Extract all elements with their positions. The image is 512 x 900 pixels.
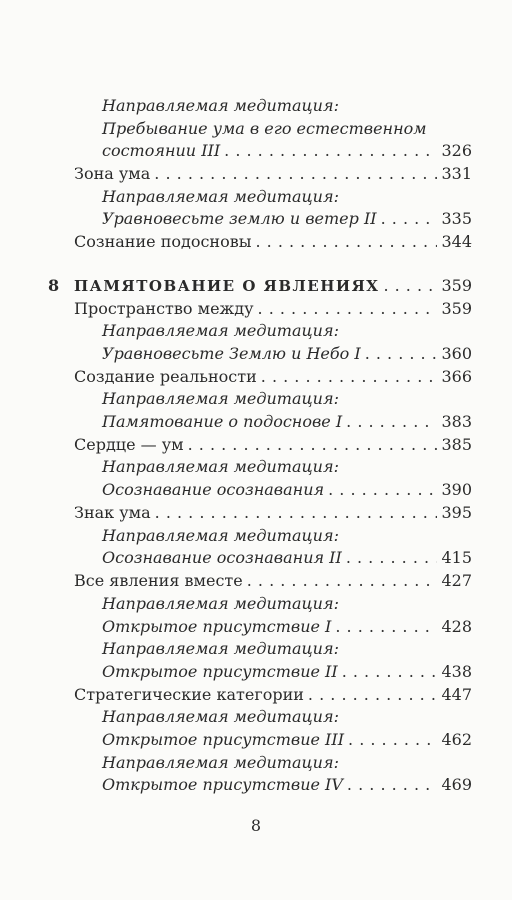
- toc-meditation-row: [102, 208, 472, 230]
- toc-entry-title: Создание реальности: [74, 367, 257, 386]
- toc-section-row: [74, 298, 472, 320]
- toc-entry-title: Открытое присутствие III: [102, 730, 345, 749]
- toc-entry-title: Уравновесьте землю и ветер II: [102, 209, 377, 228]
- toc-meditation-row: [102, 638, 339, 660]
- toc-page-number: 428: [441, 617, 472, 636]
- toc-page-number: 462: [441, 730, 472, 749]
- toc-meditation-row: [102, 547, 472, 569]
- toc-page-number: 438: [441, 662, 472, 681]
- toc-meditation-row: [102, 343, 472, 365]
- toc-meditation-row: [102, 388, 339, 410]
- toc-entry-title: Направляемая медитация:: [102, 594, 339, 613]
- toc-entry-title: Все явления вместе: [74, 571, 243, 590]
- chapter-number: 8: [48, 276, 60, 295]
- toc-entry-title: Пространство между: [74, 299, 254, 318]
- dot-leader: [381, 208, 438, 230]
- toc-page-number: 366: [441, 367, 472, 386]
- toc-entry-title: Знак ума: [74, 503, 151, 522]
- toc-meditation-row: [102, 774, 472, 796]
- toc-meditation-row: [102, 525, 339, 547]
- toc-section-row: [74, 163, 472, 185]
- dot-leader: [247, 570, 438, 592]
- toc-page-number: 390: [441, 480, 472, 499]
- toc-meditation-row: [102, 140, 472, 162]
- dot-leader: [308, 684, 438, 706]
- dot-leader: [155, 502, 438, 524]
- toc-section-row: [74, 502, 472, 524]
- dot-leader: [365, 343, 438, 365]
- toc-meditation-row: [102, 729, 472, 751]
- toc-entry-title: Направляемая медитация:: [102, 639, 339, 658]
- toc-entry-title: Зона ума: [74, 164, 151, 183]
- dot-leader: [346, 547, 438, 569]
- dot-leader: [383, 275, 437, 297]
- toc-page-number: 359: [441, 276, 472, 295]
- toc-section-row: [74, 366, 472, 388]
- toc-section-row: [74, 434, 472, 456]
- toc-meditation-row: [102, 706, 339, 728]
- toc-entry-title: Открытое присутствие IV: [102, 775, 343, 794]
- dot-leader: [258, 298, 438, 320]
- toc-page-number: 385: [441, 435, 472, 454]
- toc-page-number: 360: [441, 344, 472, 363]
- dot-leader: [255, 231, 437, 253]
- dot-leader: [261, 366, 438, 388]
- toc-page-number: 331: [441, 164, 472, 183]
- toc-section-row: [74, 570, 472, 592]
- toc-meditation-row: [102, 320, 339, 342]
- toc-page-number: 359: [441, 299, 472, 318]
- dot-leader: [154, 163, 437, 185]
- toc-entry-title: Направляемая медитация:: [102, 457, 339, 476]
- dot-leader: [346, 411, 437, 433]
- toc-entry-title: Открытое присутствие I: [102, 617, 332, 636]
- toc-entry-title: Памятование о подоснове I: [102, 412, 343, 431]
- toc-meditation-row: [102, 752, 339, 774]
- toc-page-number: 395: [441, 503, 472, 522]
- toc-section-row: [74, 231, 472, 253]
- toc-entry-title: Стратегические категории: [74, 685, 304, 704]
- toc-page-number: 335: [441, 209, 472, 228]
- toc-section-row: [74, 684, 472, 706]
- dot-leader: [335, 616, 437, 638]
- toc-entry-title: Направляемая медитация:: [102, 96, 339, 115]
- toc-entry-title: состоянии III: [102, 141, 221, 160]
- toc-chapter-row: [74, 275, 472, 297]
- dot-leader: [188, 434, 438, 456]
- toc-page-number: 447: [441, 685, 472, 704]
- toc-entry-title: Уравновесьте Землю и Небо I: [102, 344, 361, 363]
- toc-meditation-row: [102, 456, 339, 478]
- toc-meditation-row: [102, 118, 427, 140]
- toc-meditation-row: [102, 186, 339, 208]
- toc-entry-title: Направляемая медитация:: [102, 753, 339, 772]
- toc-entry-title: Осознавание осознавания: [102, 480, 325, 499]
- toc-entry-title: Направляемая медитация:: [102, 526, 339, 545]
- toc-page-number: 415: [441, 548, 472, 567]
- toc-entry-title: Сердце — ум: [74, 435, 184, 454]
- toc-meditation-row: [102, 616, 472, 638]
- dot-leader: [347, 774, 438, 796]
- toc-entry-title: Направляемая медитация:: [102, 321, 339, 340]
- toc-page-number: 427: [441, 571, 472, 590]
- toc-page-number: 383: [441, 412, 472, 431]
- toc-meditation-row: [102, 593, 339, 615]
- toc-entry-title: Направляемая медитация:: [102, 707, 339, 726]
- toc-page-number: 469: [441, 775, 472, 794]
- toc-page-number: 326: [441, 141, 472, 160]
- dot-leader: [328, 479, 437, 501]
- toc-entry-title: Направляемая медитация:: [102, 187, 339, 206]
- toc-entry-title: Сознание подосновы: [74, 232, 252, 251]
- dot-leader: [342, 661, 438, 683]
- toc-meditation-row: [102, 95, 339, 117]
- dot-leader: [224, 140, 437, 162]
- toc-entry-title: Осознавание осознавания II: [102, 548, 342, 567]
- toc-entry-title: Пребывание ума в его естественном: [102, 119, 427, 138]
- toc-meditation-row: [102, 411, 472, 433]
- toc-entry-title: Открытое присутствие II: [102, 662, 338, 681]
- page-number: 8: [250, 816, 262, 835]
- toc-page-number: 344: [441, 232, 472, 251]
- toc-entry-title: Направляемая медитация:: [102, 389, 339, 408]
- toc-entry-title: ПАМЯТОВАНИЕ О ЯВЛЕНИЯХ: [74, 277, 380, 295]
- toc-meditation-row: [102, 479, 472, 501]
- toc-meditation-row: [102, 661, 472, 683]
- dot-leader: [348, 729, 437, 751]
